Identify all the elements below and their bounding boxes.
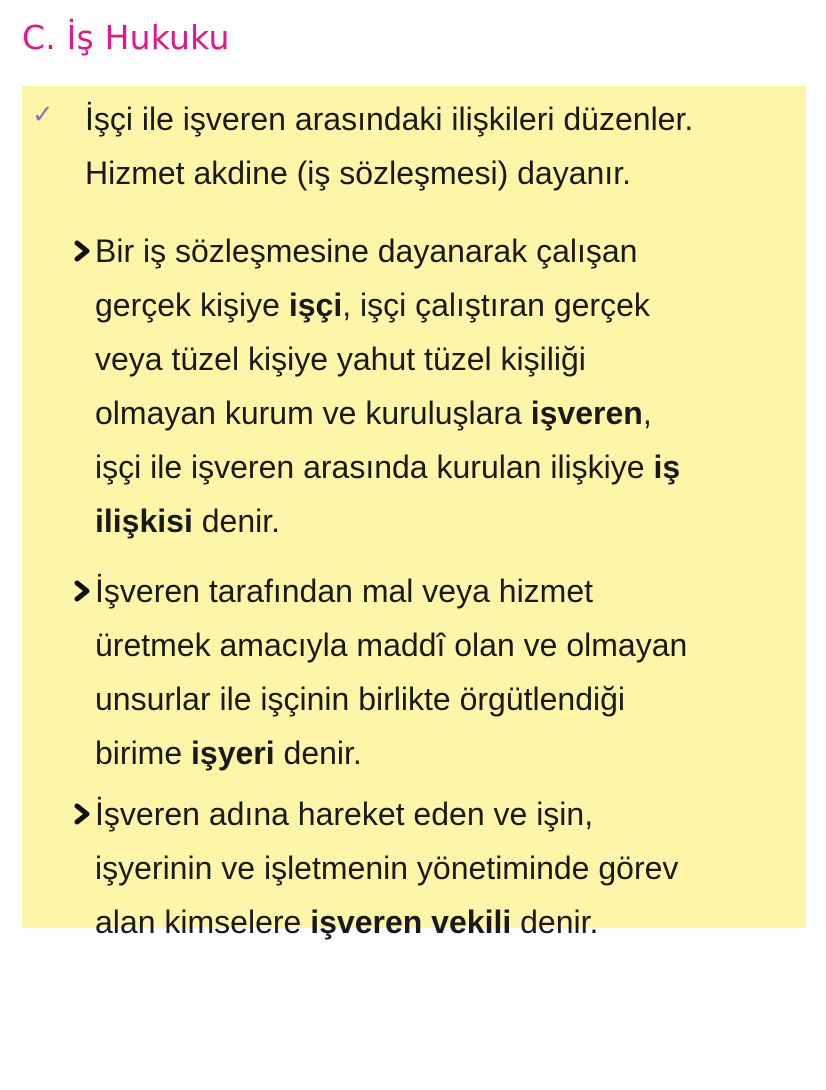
bullet-line: birime işyeri denir. xyxy=(95,735,362,771)
chevron-right-icon xyxy=(72,240,94,262)
bullet-line: olmayan kurum ve kuruluşlara işveren, xyxy=(95,395,652,431)
bullet-line: veya tüzel kişiye yahut tüzel kişiliği xyxy=(95,341,586,377)
checkmark-icon: ✓ xyxy=(32,100,54,130)
bullet-line: işyerinin ve işletmenin yönetiminde görev xyxy=(95,850,679,886)
intro-line: Hizmet akdine (iş sözleşmesi) dayanır. xyxy=(85,155,631,191)
bullet-item-isyeri xyxy=(72,564,796,780)
info-box xyxy=(22,86,806,940)
bullet-item-isveren-vekili xyxy=(72,787,796,949)
bullet-line: Bir iş sözleşmesine dayanarak çalışan xyxy=(95,233,638,269)
term-isyeri: işyeri xyxy=(191,735,275,771)
intro-paragraph xyxy=(85,92,795,200)
term-isveren: işveren xyxy=(530,395,643,431)
term-isci: işçi xyxy=(288,287,343,323)
bullet-line: İşveren adına hareket eden ve işin, xyxy=(95,796,594,832)
section-heading: C. İş Hukuku xyxy=(22,18,230,57)
chevron-right-icon xyxy=(72,803,94,825)
intro-line: İşçi ile işveren arasındaki ilişkileri düzenler. xyxy=(85,101,694,137)
bullet-line: alan kimselere işveren vekili denir. xyxy=(95,904,599,940)
bullet-line: üretmek amacıyla maddî olan ve olmayan xyxy=(95,627,688,663)
bullet-line: ilişkisi denir. xyxy=(95,503,281,539)
term-isveren-vekili: işveren vekili xyxy=(310,904,512,940)
term-is-iliskisi-part2: ilişkisi xyxy=(95,503,193,539)
chevron-right-icon xyxy=(72,580,94,602)
bullet-line: gerçek kişiye işçi, işçi çalıştıran gerçek xyxy=(95,287,650,323)
bullet-line: unsurlar ile işçinin birlikte örgütlendiği xyxy=(95,681,626,717)
bullet-line: işçi ile işveren arasında kurulan ilişkiye iş xyxy=(95,449,681,485)
bullet-item-isci xyxy=(72,224,796,548)
bullet-line: İşveren tarafından mal veya hizmet xyxy=(95,573,594,609)
term-is-iliskisi-part1: iş xyxy=(653,449,681,485)
